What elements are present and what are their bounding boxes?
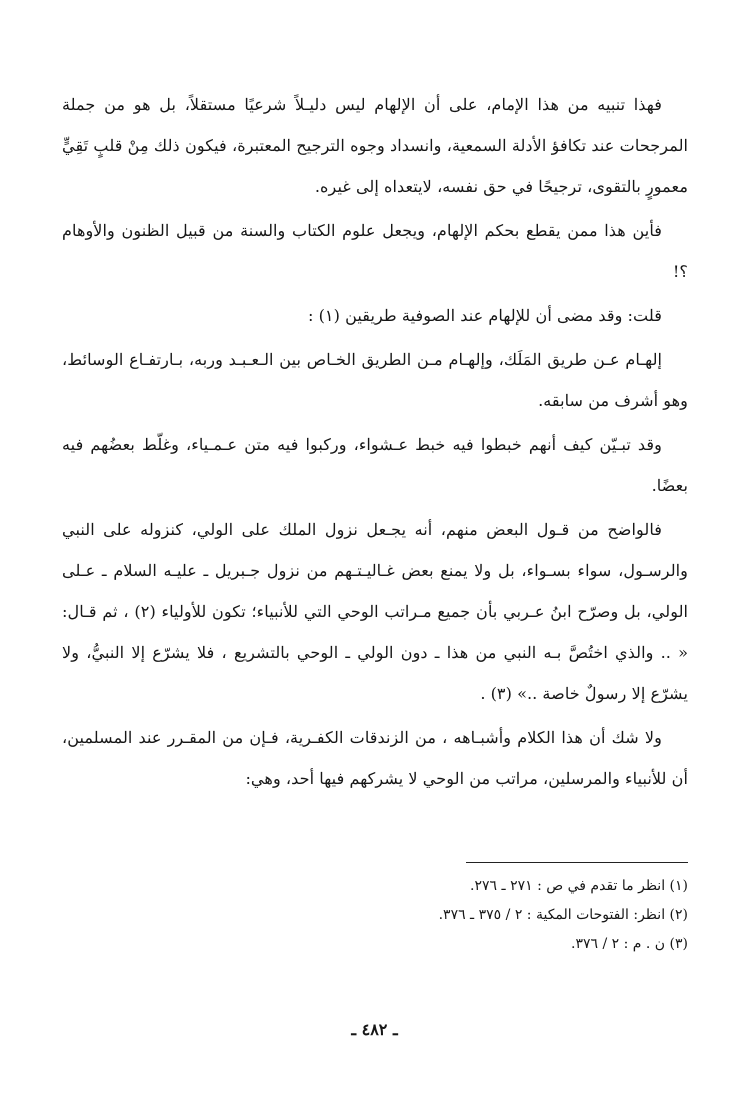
paragraph-4: إلهـام عـن طريق المَلَك، وإلهـام مـن الطريق الخـاص بين الـعـبـد وربه، بـارتفـاع الوسائط، وهو أشرف من سابقه.	[62, 350, 688, 410]
paragraph-7: ولا شك أن هذا الكلام وأشبـاهه ، من الزندقات الكفـرية، فـإن من المقـرر عند المسلمين، أن للأنبياء والمرسلين، مراتب من الوحي لا يشركهم فيها أحد، وهي:	[62, 728, 688, 788]
footnote-separator	[466, 862, 688, 863]
footnote-3: (٣) ن . م : ٢ / ٣٧٦.	[570, 936, 688, 952]
footnote-2: (٢) انظر: الفتوحات المكية : ٢ / ٣٧٥ ـ ٣٧٦.	[438, 907, 688, 923]
page-number: ـ ٤٨٢ ـ	[351, 1020, 398, 1039]
footnote-1: (١) انظر ما تقدم في ص : ٢٧١ ـ ٢٧٦.	[470, 878, 688, 894]
paragraph-2: فأين هذا ممن يقطع بحكم الإلهام، ويجعل علوم الكتاب والسنة من قبيل الظنون والأوهام ؟!	[62, 221, 688, 281]
paragraph-6: فالواضح من قـول البعض منهم، أنه يجـعل نزول الملك على الولي، كنزوله على النبي والرسـول، سواء بسـواء، بل ولا يمنع بعض غـاليـتـهم من نزول جـبريل ـ عليـه السلام ـ عـلى الولي، بل وصرّح ابنُ عـربي بأن جميع مـراتب الوحي التي للأنبياء؛ تكون للأولياء (٢) ، ثم قـال: « .. والذي اختُصَّ بـه النبي من هذا ـ دون الولي ـ الوحي بالتشريع ، فلا يشرّع إلا النبيُّ، ولا يشرّع إلا رسولٌ خاصة ..» (٣) .	[62, 520, 688, 703]
paragraph-5: وقد تبـيّن كيف أنهم خبطوا فيه خبط عـشواء، وركبوا فيه متن عـمـياء، وغلّط بعضُهم فيه بعضًا.	[62, 435, 688, 495]
main-text	[62, 84, 688, 799]
paragraph-1: فهذا تنبيه من هذا الإمام، على أن الإلهام ليس دليـلاً شرعيًا مستقلاً، بل هو من جملة المرجحات عند تكافؤ الأدلة السمعية، وانسداد وجوه الترجيح المعتبرة، فيكون ذلك مِنْ قلبٍ تَقِيٍّ معمورٍ بالتقوى، ترجيحًا في حق نفسه، لايتعداه إلى غيره.	[62, 95, 688, 196]
footnotes	[62, 872, 688, 959]
paragraph-3: قلت: وقد مضى أن للإلهام عند الصوفية طريقين (١) :	[307, 306, 662, 325]
